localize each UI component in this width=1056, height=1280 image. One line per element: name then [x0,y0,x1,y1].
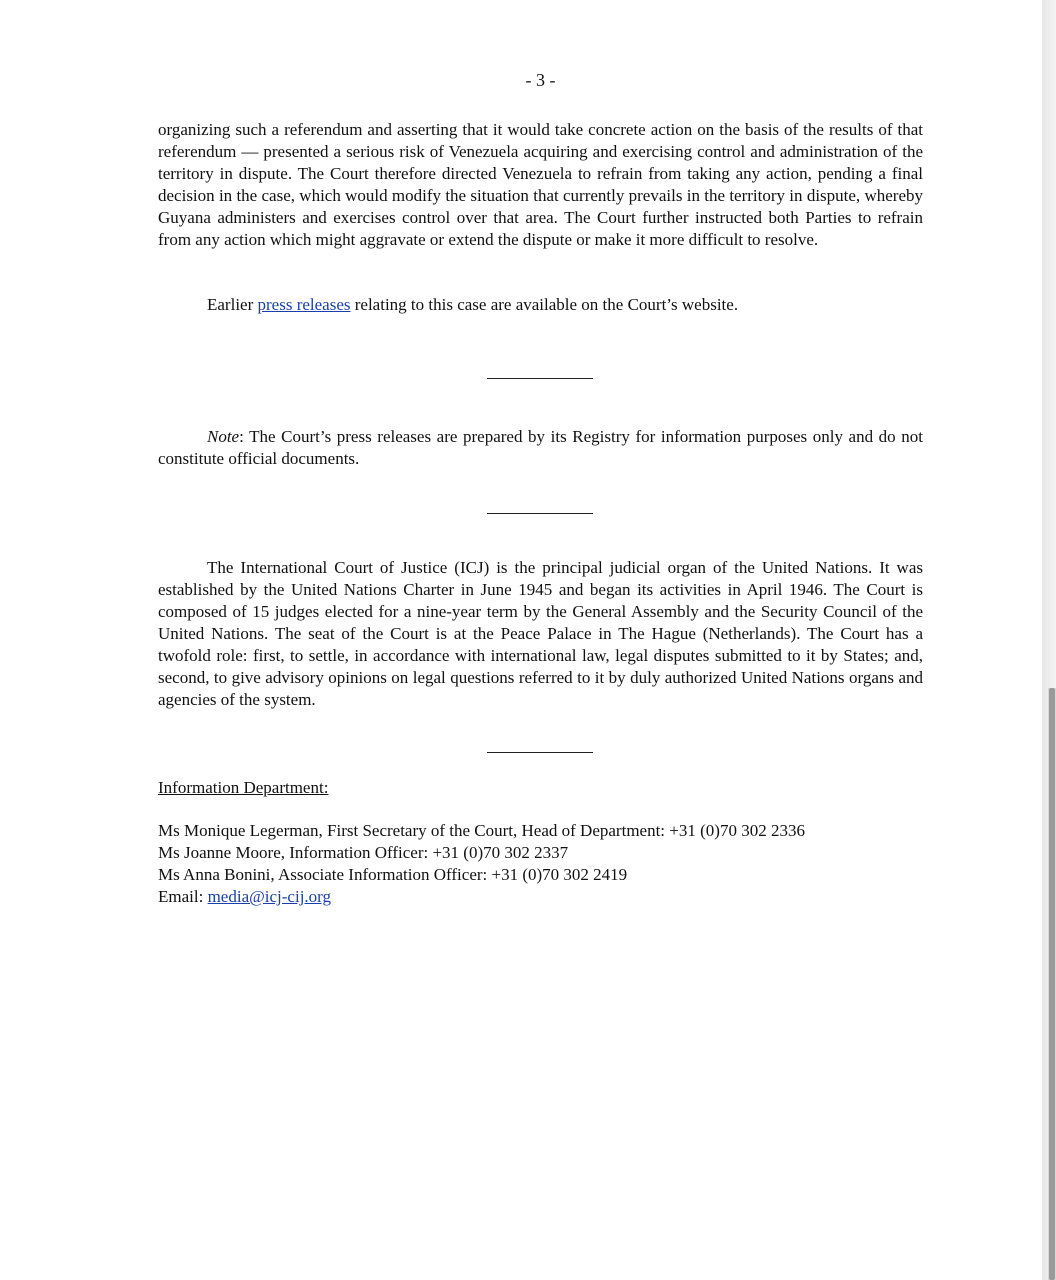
earlier-prefix: Earlier [207,295,258,314]
information-department-label: Information Department: [158,778,329,797]
page-number: - 3 - [525,70,556,90]
icj-description-paragraph: The International Court of Justice (ICJ) is the principal judicial organ of the United Nations. It was established by the United Nations Charter in June 1945 and began its activities in April 1946. The Court is composed of 15 judges elected for a nine-year term by the General Assembly and the Security Council of the United Nations. The seat of the Court is at the Peace Palace in The Hague (Netherlands). The Court has a twofold role: first, to settle, in accordance with international law, legal disputes submitted to it by States; and, second, to give advisory opinions on legal questions referred to it by duly authorized United Nations organs and agencies of the system. [158,558,923,709]
information-department-heading [158,777,923,799]
press-releases-link[interactable]: press releases [257,295,351,314]
contact-line: Ms Joanne Moore, Information Officer: +31 (0)70 302 2337 [158,843,569,862]
scrollbar-thumb[interactable] [1049,688,1055,1280]
earlier-press-releases-paragraph [158,294,923,316]
email-link[interactable]: media@icj-cij.org [207,887,332,906]
paragraph-referendum: organizing such a referendum and asserting that it would take concrete action on the basis of the results of that referendum — presented a serious risk of Venezuela acquiring and exercising control and administration of the territory in dispute. The Court therefore directed Venezuela to refrain from taking any action, pending a final decision in the case, which would modify the situation that currently prevails in the territory in dispute, whereby Guyana administers and exercises control over that area. The Court further instructed both Parties to refrain from any action which might aggravate or extend the dispute or make it more difficult to resolve. [158,120,923,249]
separator-rule [487,752,593,753]
contact-line: Ms Anna Bonini, Associate Information Officer: +31 (0)70 302 2419 [158,865,628,884]
contact-line: Ms Monique Legerman, First Secretary of the Court, Head of Department: +31 (0)70 302 2336 [158,821,805,840]
separator-rule [487,513,593,514]
email-label: Email: [158,887,208,906]
separator-rule [487,378,593,379]
note-label: Note [207,427,240,446]
contacts-block [158,820,923,908]
email-line [158,886,923,908]
note-text: : The Court’s press releases are prepared by its Registry for information purposes only and do not constitute official documents. [158,427,923,468]
note-paragraph [158,426,923,470]
earlier-suffix: relating to this case are available on the Court’s website. [350,295,739,314]
